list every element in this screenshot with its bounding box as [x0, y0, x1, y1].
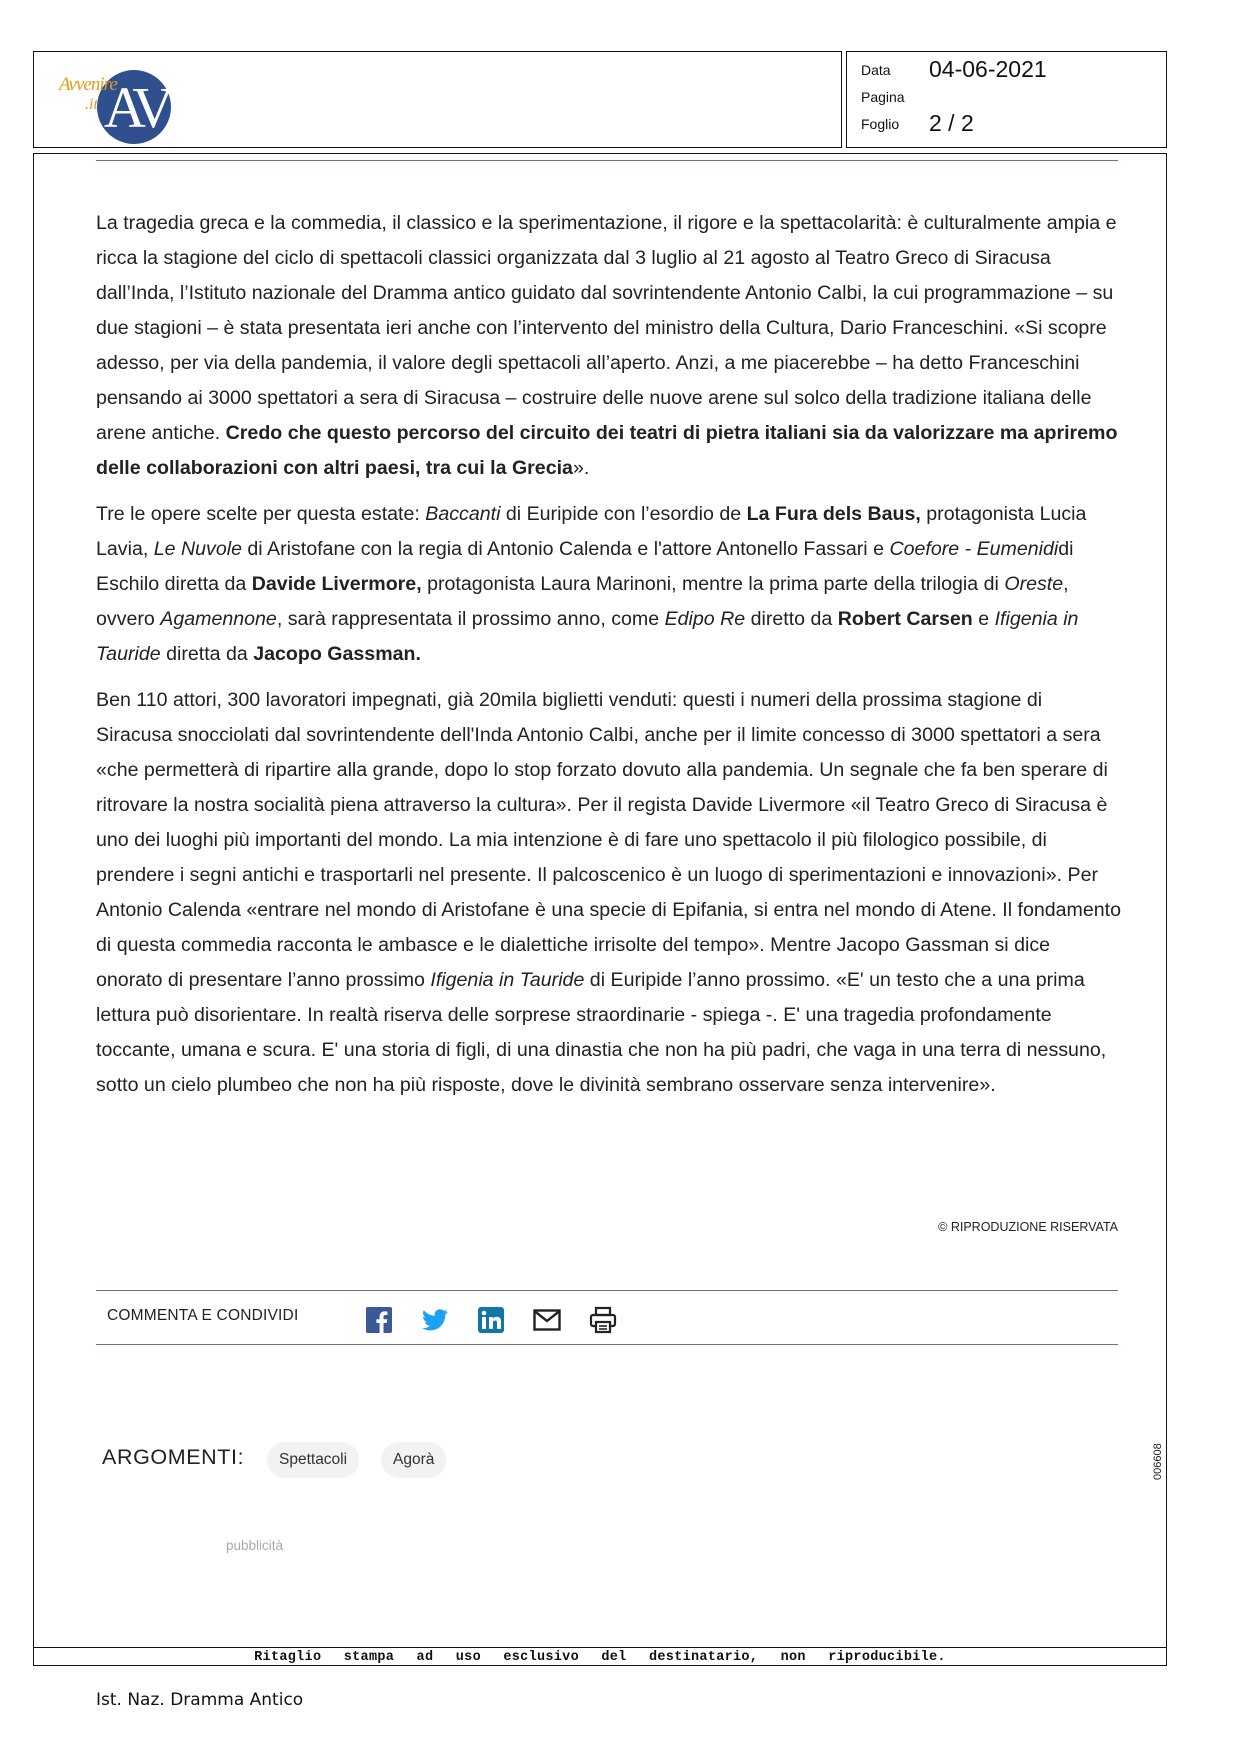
- article-body: [96, 206, 1121, 1114]
- p2-b4: Jacopo Gassman.: [253, 643, 421, 665]
- avvenire-logo[interactable]: [59, 64, 209, 142]
- p1-text: La tragedia greca e la commedia, il classico e la sperimentazione, il rigore e la spettacolarità: è culturalmente ampia e ricca la stagione del ciclo di spettacoli classici organizzata dal 3 luglio al 21 agosto al Teatro Greco di Siracusa dall’Inda, l’Istituto nazionale del Dramma antico guidato dal sovrintendente Antonio Calbi, la cui programmazione – su due stagioni – è stata presentata ieri anche con l’intervento del ministro della Cultura, Dario Franceschini. «Si scopre adesso, per via della pandemia, il valore degli spettacoli all’aperto. Anzi, a me piacerebbe – ha detto Franceschini pensando ai 3000 spettatori a sera di Siracusa – costruire delle nuove arene sul solco della tradizione italiana delle arene antiche.: [96, 212, 1117, 444]
- pagina-label: Pagina: [861, 89, 905, 105]
- side-code: 006608: [1152, 1443, 1164, 1480]
- p1-end: ».: [572, 457, 590, 479]
- article-paragraph-3: [96, 683, 1121, 1103]
- p3-s1: Ben 110 attori, 300 lavoratori impegnati, già 20mila biglietti venduti: questi i numeri della prossima stagione di Siracusa snocciolati dal sovrintendente dell'Inda Antonio Calbi, anche per il limite concesso di 3000 spettatori a sera «che permetterà di ripartire alla grande, dopo lo stop forzato dovuto alla pandemia. Un segnale che fa ben sperare di ritrovare la nostra socialità piena attraverso la cultura». Per il regista Davide Livermore «il Teatro Greco di Siracusa è uno dei luoghi più importanti del mondo. La mia intenzione è di fare uno spettacolo il più filologico possibile, di prendere i segni antichi e trasportarli nel presente. Il palcoscenico è un luogo di sperimentazioni e innovazioni». Per Antonio Calenda «entrare nel mondo di Aristofane è una specie di Epifania, si entra nel mondo di Atene. Il fondamento di questa commedia racconta le ambasce e le dialettiche irrisolte del tempo». Mentre Jacopo Gassman si dice onorato di presentare l’anno prossimo: [96, 689, 1121, 991]
- linkedin-icon[interactable]: [476, 1305, 506, 1335]
- share-label: COMMENTA E CONDIVIDI: [107, 1307, 299, 1324]
- twitter-icon[interactable]: [420, 1305, 450, 1335]
- p1-bold-quote: Credo che questo percorso del circuito dei teatri di pietra italiani sia da valorizzare ma apriremo delle collaborazioni con altri paesi, tra cui la Grecia: [96, 422, 1118, 479]
- tag-spettacoli[interactable]: Spettacoli: [267, 1442, 359, 1478]
- p2-b3: Robert Carsen: [837, 608, 973, 630]
- source-label: Ist. Naz. Dramma Antico: [96, 1690, 304, 1710]
- ad-label: pubblicità: [226, 1538, 284, 1553]
- p2-i1: Baccanti: [425, 503, 501, 525]
- copyright-notice: © RIPRODUZIONE RISERVATA: [938, 1220, 1118, 1234]
- p3-i1: Ifigenia in Tauride: [430, 969, 585, 991]
- mail-icon[interactable]: [532, 1305, 562, 1335]
- facebook-icon[interactable]: [364, 1305, 394, 1335]
- p2-b2: Davide Livermore,: [251, 573, 422, 595]
- logo-brand: Avvenire: [59, 74, 117, 95]
- p2-s7: , ovvero: [96, 573, 1069, 630]
- p2-i7: Ifigenia in Tauride: [96, 608, 1079, 665]
- foglio-label: Foglio: [861, 116, 900, 132]
- p2-s11: diretta da: [160, 643, 254, 665]
- footer-note: Ritaglio stampa ad uso esclusivo del destinatario, non riproducibile.: [254, 1650, 946, 1665]
- logo-tld: .it: [85, 96, 98, 113]
- p2-i4: Oreste: [1004, 573, 1064, 595]
- p2-s2: di Euripide con l’esordio de: [500, 503, 747, 525]
- print-icon[interactable]: [588, 1305, 618, 1335]
- p2-s6: protagonista Laura Marinoni, mentre la prima parte della trilogia di: [421, 573, 1005, 595]
- p2-i5: Agamennone: [160, 608, 277, 630]
- p2-i6: Edipo Re: [664, 608, 746, 630]
- share-bottom-divider: [96, 1344, 1118, 1345]
- data-label: Data: [861, 62, 891, 78]
- share-icons: [364, 1304, 618, 1336]
- p2-s1: Tre le opere scelte per questa estate:: [96, 503, 426, 525]
- p2-s5: di Eschilo diretta da: [96, 538, 1074, 595]
- p2-i2: Le Nuvole: [153, 538, 242, 560]
- top-divider: [96, 160, 1118, 161]
- p2-s4: di Aristofane con la regia di Antonio Calenda e l'attore Antonello Fassari e: [241, 538, 890, 560]
- header-meta-box: [846, 51, 1167, 148]
- share-top-divider: [96, 1290, 1118, 1291]
- logo-monogram: AV: [103, 75, 169, 140]
- foglio-value: 2 / 2: [929, 110, 974, 136]
- p3-s2: di Euripide l’anno prossimo. «E' un testo che a una prima lettura può disorientare. In realtà riserva delle sorprese straordinarie - spiega -. E' una tragedia profondamente toccante, umana e scura. E' una storia di figli, di una dinastia che non ha più padri, che vaga in una terra di nessuno, sotto un cielo plumbeo che non ha più risposte, dove le divinità sembrano osservare senza intervenire».: [96, 969, 1107, 1096]
- p2-s9: diretto da: [745, 608, 838, 630]
- header-logo-box: [33, 51, 842, 148]
- tag-agora[interactable]: Agorà: [381, 1442, 446, 1478]
- p2-s10: e: [972, 608, 995, 630]
- p2-s3: protagonista Lucia Lavia,: [96, 503, 1087, 560]
- footer-divider: [34, 1647, 1166, 1648]
- article-paragraph-2: [96, 497, 1121, 672]
- article-paragraph-1: [96, 206, 1121, 486]
- data-value: 04-06-2021: [929, 56, 1047, 82]
- p2-b1: La Fura dels Baus,: [746, 503, 921, 525]
- p2-i3: Coefore - Eumenidi: [889, 538, 1059, 560]
- topics-label: ARGOMENTI:: [102, 1445, 245, 1469]
- p2-s8: , sarà rappresentata il prossimo anno, come: [276, 608, 665, 630]
